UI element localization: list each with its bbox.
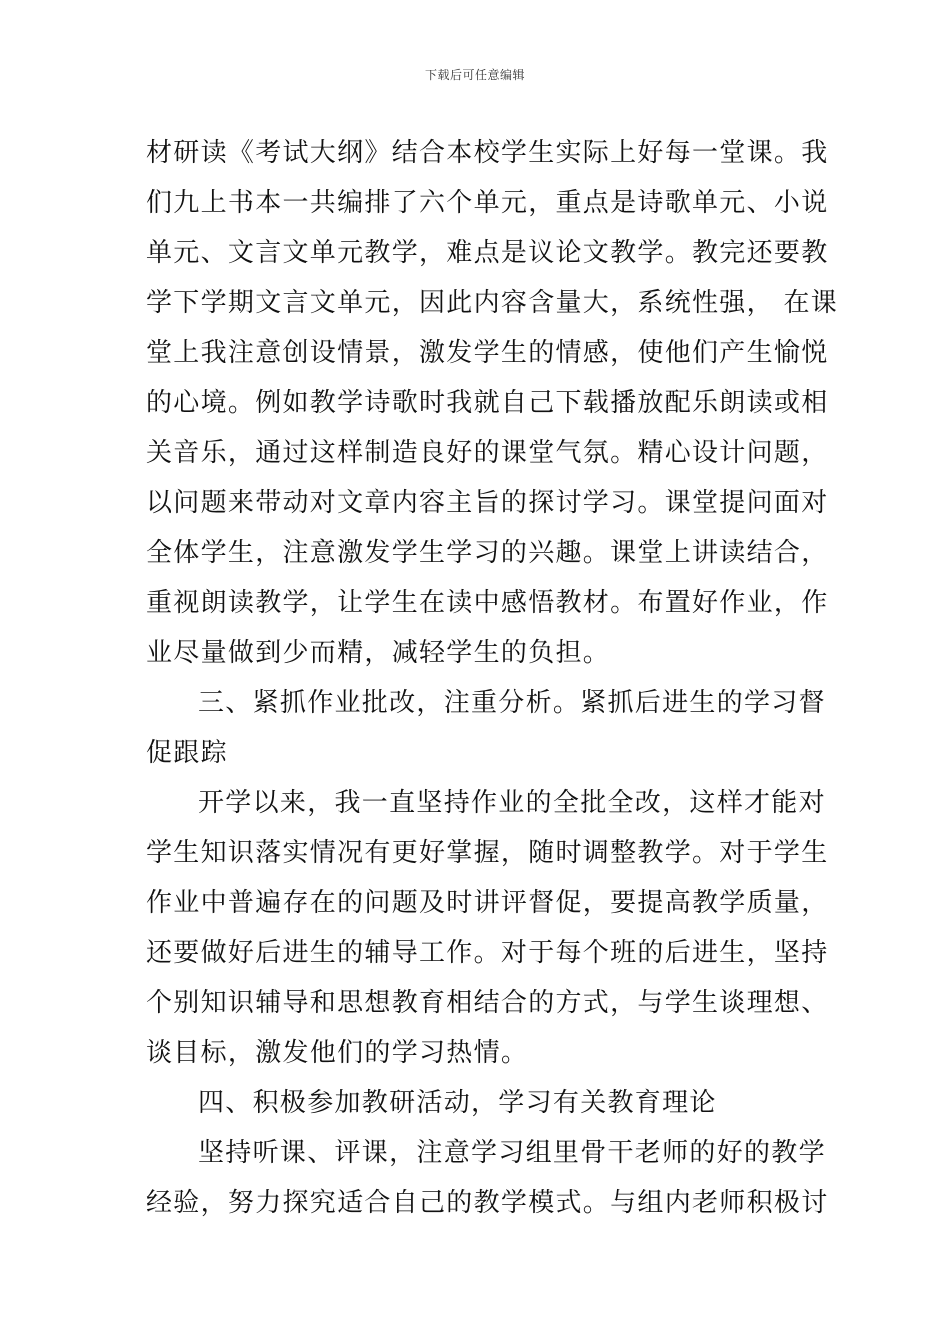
text-line: 谈目标，激发他们的学习热情。: [146, 1038, 529, 1068]
text-line: 以问题来带动对文章内容主旨的探讨学习。课堂提问面对: [146, 488, 829, 518]
text-line: 材研读《考试大纲》结合本校学生实际上好每一堂课。我: [146, 138, 829, 168]
text-line: 关音乐，通过这样制造良好的课堂气氛。精心设计问题，: [146, 438, 829, 468]
text-line: 还要做好后进生的辅导工作。对于每个班的后进生，坚持: [146, 938, 829, 968]
download-note: 下载后可任意编辑: [424, 68, 525, 82]
text-line: 堂上我注意创设情景，激发学生的情感，使他们产生愉悦: [146, 338, 829, 368]
paragraph-start: 开学以来，我一直坚持作业的全批全改，这样才能对: [198, 788, 826, 818]
text-line: 们九上书本一共编排了六个单元，重点是诗歌单元、小说: [146, 188, 829, 218]
text-line: 学下学期文言文单元，因此内容含量大，系统性强， 在课: [146, 288, 839, 318]
section-heading: 四、积极参加教研活动，学习有关教育理论: [198, 1088, 717, 1118]
text-line: 的心境。例如教学诗歌时我就自己下载播放配乐朗读或相: [146, 388, 829, 418]
text-line: 全体学生，注意激发学生学习的兴趣。课堂上讲读结合，: [146, 538, 829, 568]
text-line: 经验，努力探究适合自己的教学模式。与组内老师积极讨: [146, 1188, 829, 1218]
text-line: 业尽量做到少而精，减轻学生的负担。: [146, 638, 611, 668]
text-line: 重视朗读教学，让学生在读中感悟教材。布置好作业，作: [146, 588, 829, 618]
paragraph-start: 坚持听课、评课，注意学习组里骨干老师的好的教学: [198, 1138, 826, 1168]
text-line: 学生知识落实情况有更好掌握，随时调整教学。对于学生: [146, 838, 829, 868]
text-line: 个别知识辅导和思想教育相结合的方式，与学生谈理想、: [146, 988, 829, 1018]
text-line: 单元、文言文单元教学，难点是议论文教学。教完还要教: [146, 238, 829, 268]
text-line: 作业中普遍存在的问题及时讲评督促，要提高教学质量，: [146, 888, 829, 918]
section-heading: 三、紧抓作业批改，注重分析。紧抓后进生的学习督: [198, 688, 826, 718]
section-heading-continued: 促跟踪: [146, 738, 228, 768]
document-body: [146, 128, 839, 1228]
